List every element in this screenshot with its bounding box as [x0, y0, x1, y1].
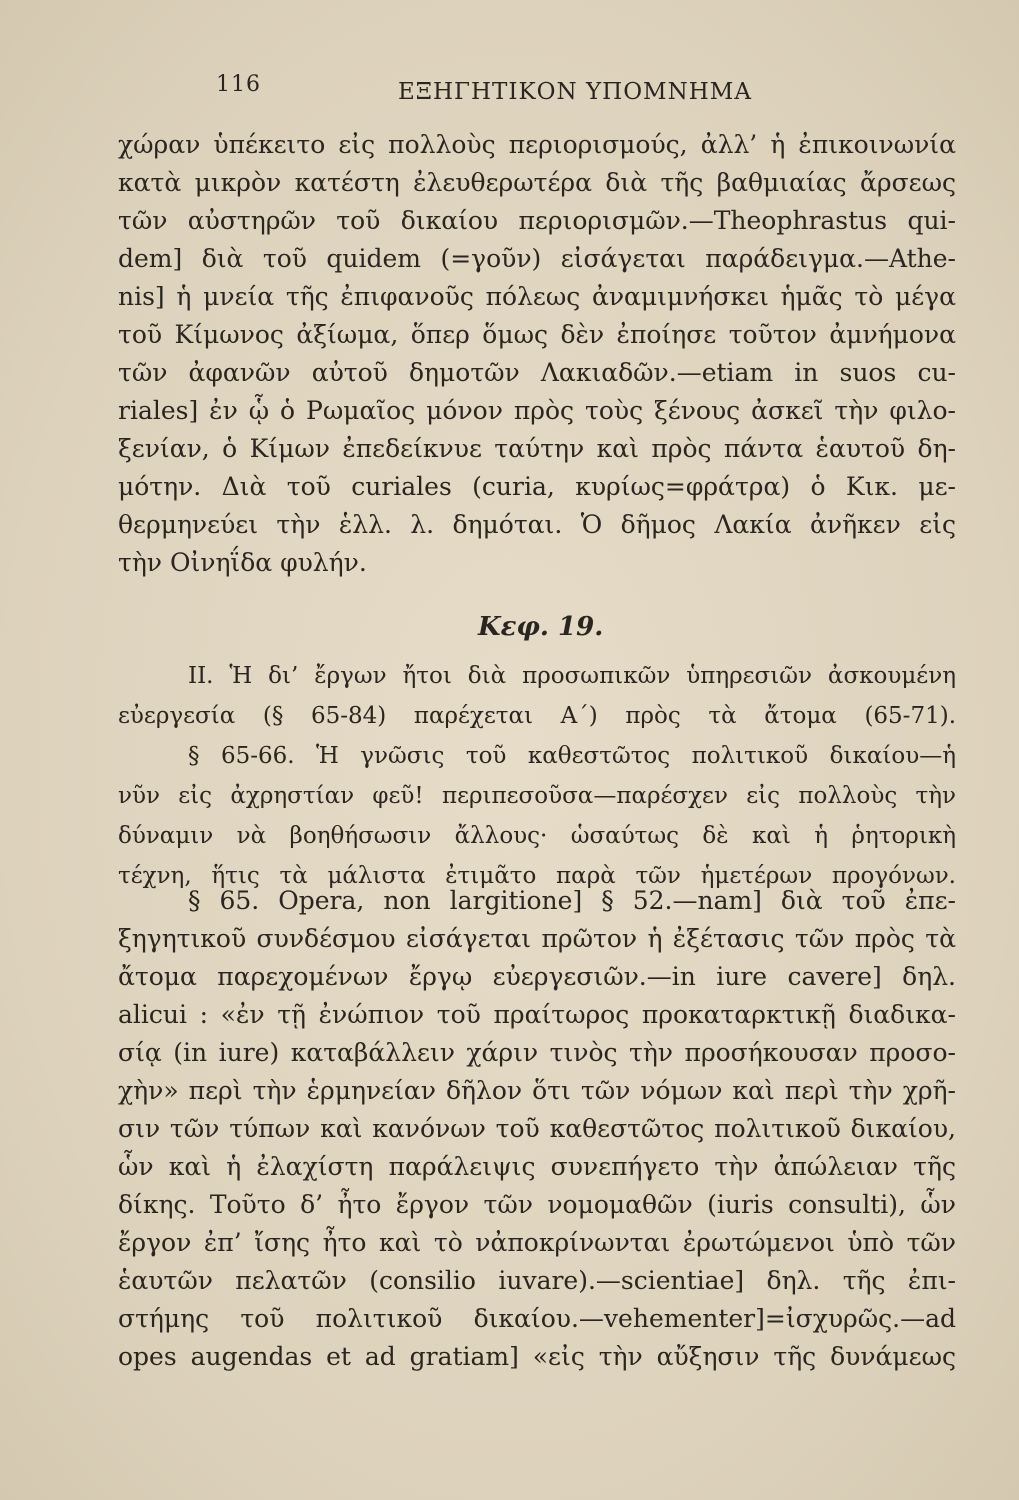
- text-line: χώραν ὑπέκειτο εἰς πολλοὺς περιορισμούς, ἀλλ’ ἡ ἐπικοινωνία: [118, 130, 956, 159]
- text-line: τὴν Οἰνηΐδα φυλήν.: [118, 548, 367, 577]
- text-line: σιν τῶν τύπων καὶ κανόνων τοῦ καθεστῶτος πολιτικοῦ δικαίου,: [118, 1114, 956, 1143]
- text-line: τέχνη, ἥτις τὰ μάλιστα ἐτιμᾶτο παρὰ τῶν ἡμετέρων προγόνων.: [118, 863, 956, 889]
- text-line: κατὰ μικρὸν κατέστη ἐλευθερωτέρα διὰ τῆς βαθμιαίας ἄρσεως: [118, 168, 956, 197]
- page-number: 116: [216, 72, 261, 97]
- text-line: δίκης. Τοῦτο δ’ ἦτο ἔργον τῶν νομομαθῶν (iuris consulti), ὧν: [118, 1190, 956, 1219]
- text-line: riales] ἐν ᾧ ὁ Ρωμαῖος μόνον πρὸς τοὺς ξένους ἀσκεῖ τὴν φιλο-: [118, 396, 956, 425]
- text-line: τῶν ἀφανῶν αὐτοῦ δημοτῶν Λακιαδῶν.—etiam in suos cu-: [118, 358, 956, 387]
- text-line: νῦν εἰς ἀχρηστίαν φεῦ! περιπεσοῦσα—παρέσχεν εἰς πολλοὺς τὴν: [118, 783, 956, 809]
- paragraph-commentary-1: [118, 126, 956, 582]
- text-line: dem] διὰ τοῦ quidem (=γοῦν) εἰσάγεται παράδειγμα.—Athe-: [118, 244, 956, 273]
- text-line: τῶν αὐστηρῶν τοῦ δικαίου περιορισμῶν.—Theophrastus qui-: [118, 206, 956, 235]
- text-line: δύναμιν νὰ βοηθήσωσιν ἄλλους· ὡσαύτως δὲ καὶ ἡ ῥητορικὴ: [118, 823, 956, 849]
- paragraph-commentary-65: [118, 882, 956, 1376]
- text-line: εὐεργεσία (§ 65-84) παρέχεται Α΄) πρὸς τὰ ἄτομα (65-71).: [118, 703, 956, 729]
- text-line: σίᾳ (in iure) καταβάλλειν χάριν τινὸς τὴν προσήκουσαν προσο-: [118, 1038, 956, 1067]
- text-line: ἔργον ἐπ’ ἴσης ἦτο καὶ τὸ νἀποκρίνωνται ἐρωτώμενοι ὑπὸ τῶν: [118, 1228, 956, 1257]
- text-line: § 65-66. Ἡ γνῶσις τοῦ καθεστῶτος πολιτικοῦ δικαίου—ἡ: [188, 743, 956, 769]
- paragraph-summary: [118, 656, 956, 896]
- text-line: ξηγητικοῦ συνδέσμου εἰσάγεται πρῶτον ἡ ἐξέτασις τῶν πρὸς τὰ: [118, 924, 956, 953]
- text-line: ἑαυτῶν πελατῶν (consilio iuvare).—scientiae] δηλ. τῆς ἐπι-: [118, 1266, 956, 1295]
- text-line: alicui : «ἐν τῇ ἐνώπιον τοῦ πραίτωρος προκαταρκτικῇ διαδικα-: [118, 1000, 956, 1029]
- text-line: ὧν καὶ ἡ ἐλαχίστη παράλειψις συνεπήγετο τὴν ἀπώλειαν τῆς: [118, 1152, 956, 1181]
- text-line: στήμης τοῦ πολιτικοῦ δικαίου.—vehementer]=ἰσχυρῶς.—ad: [118, 1304, 956, 1333]
- text-line: ξενίαν, ὁ Κίμων ἐπεδείκνυε ταύτην καὶ πρὸς πάντα ἑαυτοῦ δη-: [118, 434, 956, 463]
- text-line: nis] ἡ μνεία τῆς ἐπιφανοῦς πόλεως ἀναμιμνήσκει ἡμᾶς τὸ μέγα: [118, 282, 956, 311]
- text-line: § 65. Opera, non largitione] § 52.—nam] διὰ τοῦ ἐπε-: [188, 886, 956, 915]
- text-line: II. Ἡ δι’ ἔργων ἤτοι διὰ προσωπικῶν ὑπηρεσιῶν ἀσκουμένη: [188, 663, 956, 689]
- text-line: χὴν» περὶ τὴν ἑρμηνείαν δῆλον ὅτι τῶν νόμων καὶ περὶ τὴν χρῆ-: [118, 1076, 956, 1105]
- text-line: θερμηνεύει τὴν ἑλλ. λ. δημόται. Ὁ δῆμος Λακία ἀνῆκεν εἰς: [118, 510, 956, 539]
- text-line: ἄτομα παρεχομένων ἔργῳ εὐεργεσιῶν.—in iure cavere] δηλ.: [118, 962, 956, 991]
- text-line: opes augendas et ad gratiam] «εἰς τὴν αὔξησιν τῆς δυνάμεως: [118, 1342, 956, 1371]
- text-line: μότην. Διὰ τοῦ curiales (curia, κυρίως=φράτρα) ὁ Κικ. με-: [118, 472, 956, 501]
- running-title: ΕΞΗΓΗΤΙΚΟΝ ΥΠΟΜΝΗΜΑ: [398, 79, 752, 105]
- text-line: τοῦ Κίμωνος ἀξίωμα, ὅπερ ὅμως δὲν ἐποίησε τοῦτον ἀμνήμονα: [118, 320, 956, 349]
- chapter-heading: Κεφ. 19.: [478, 612, 604, 642]
